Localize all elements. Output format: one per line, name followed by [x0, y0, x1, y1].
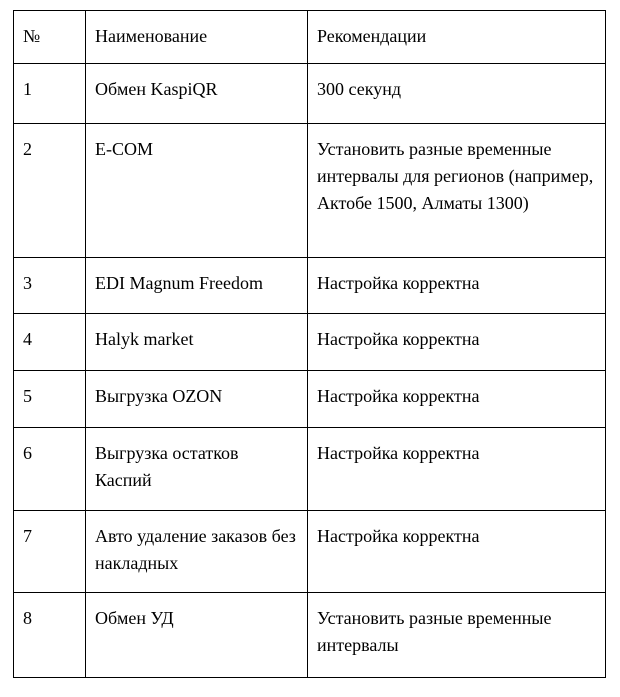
row-number-cell: 6 — [14, 428, 86, 511]
row-recommendation-cell: Установить разные временные интервалы — [308, 593, 606, 678]
row-recommendation-cell: 300 секунд — [308, 64, 606, 124]
row-number-cell: 8 — [14, 593, 86, 678]
table-row — [14, 511, 606, 593]
row-number-cell: 4 — [14, 314, 86, 371]
row-number-cell: 5 — [14, 371, 86, 428]
table-row — [14, 428, 606, 511]
row-recommendation-cell: Настройка корректна — [308, 428, 606, 511]
row-number-cell: 3 — [14, 258, 86, 314]
row-name-cell: EDI Magnum Freedom — [86, 258, 308, 314]
row-recommendation-cell: Настройка корректна — [308, 314, 606, 371]
row-name-cell: Выгрузка OZON — [86, 371, 308, 428]
row-recommendation-cell: Настройка корректна — [308, 371, 606, 428]
column-header-name: Наименование — [86, 11, 308, 64]
row-name-cell: Обмен KaspiQR — [86, 64, 308, 124]
table-row — [14, 124, 606, 258]
table-row — [14, 258, 606, 314]
row-number-cell: 1 — [14, 64, 86, 124]
row-name-cell: Halyk market — [86, 314, 308, 371]
table-row — [14, 64, 606, 124]
table-header-row — [14, 11, 606, 64]
row-recommendation-cell: Настройка корректна — [308, 258, 606, 314]
row-recommendation-cell: Установить разные временные интервалы для регионов (например, Актобе 1500, Алматы 1300) — [308, 124, 606, 258]
row-name-cell: Выгрузка остатков Каспий — [86, 428, 308, 511]
table-row — [14, 314, 606, 371]
row-name-cell: E-COM — [86, 124, 308, 258]
row-number-cell: 7 — [14, 511, 86, 593]
recommendations-table — [13, 10, 606, 678]
table-row — [14, 371, 606, 428]
table-row — [14, 593, 606, 678]
row-name-cell: Обмен УД — [86, 593, 308, 678]
row-recommendation-cell: Настройка корректна — [308, 511, 606, 593]
row-number-cell: 2 — [14, 124, 86, 258]
column-header-number: № — [14, 11, 86, 64]
column-header-recommendation: Рекомендации — [308, 11, 606, 64]
row-name-cell: Авто удаление заказов без накладных — [86, 511, 308, 593]
